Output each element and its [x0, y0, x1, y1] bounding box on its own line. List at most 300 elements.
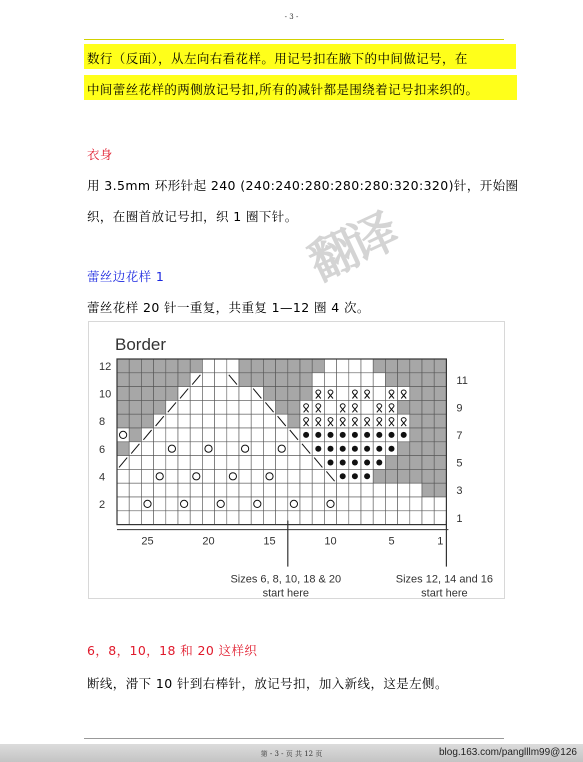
cell-bg — [239, 359, 251, 373]
chart-cell — [129, 483, 141, 497]
chart-cell — [178, 483, 190, 497]
cell-bg — [398, 400, 410, 414]
chart-cell — [178, 442, 190, 456]
cell-bg — [129, 456, 141, 470]
cell-bg — [422, 359, 434, 373]
cell-bg — [288, 483, 300, 497]
cell-bg — [410, 511, 422, 525]
cell-bg — [398, 359, 410, 373]
purl-dot-mark — [352, 460, 358, 466]
purl-dot-mark — [340, 473, 346, 479]
cell-bg — [190, 387, 202, 401]
purl-dot-mark — [340, 432, 346, 438]
purl-dot-mark — [376, 446, 382, 452]
cell-bg — [312, 469, 324, 483]
chart-cell — [312, 400, 324, 414]
chart-cell — [227, 511, 239, 525]
chart-cell — [385, 373, 397, 387]
chart-cell — [239, 456, 251, 470]
cell-bg — [178, 428, 190, 442]
chart-cell — [422, 414, 434, 428]
chart-cell — [398, 469, 410, 483]
cell-bg — [251, 497, 263, 511]
cell-bg — [202, 373, 214, 387]
cell-bg — [312, 414, 324, 428]
chart-cell — [398, 387, 410, 401]
chart-cell — [349, 387, 361, 401]
cell-bg — [190, 469, 202, 483]
chart-cell — [434, 359, 446, 373]
cell-bg — [215, 414, 227, 428]
chart-cell — [117, 456, 129, 470]
chart-cell — [166, 511, 178, 525]
cell-bg — [190, 400, 202, 414]
cell-bg — [300, 456, 312, 470]
cell-bg — [276, 497, 288, 511]
cell-bg — [227, 387, 239, 401]
chart-cell — [251, 387, 263, 401]
chart-cell — [190, 469, 202, 483]
chart-cell — [166, 414, 178, 428]
cell-bg — [410, 456, 422, 470]
cell-bg — [410, 373, 422, 387]
chart-cell — [215, 469, 227, 483]
chart-cell — [300, 442, 312, 456]
cell-bg — [361, 414, 373, 428]
chart-cell — [385, 483, 397, 497]
cell-bg — [263, 511, 275, 525]
section-heading-body: 衣身 — [87, 147, 113, 162]
cell-bg — [154, 497, 166, 511]
cell-bg — [227, 428, 239, 442]
chart-cell — [410, 511, 422, 525]
chart-cell — [227, 483, 239, 497]
chart-cell — [154, 387, 166, 401]
cell-bg — [251, 400, 263, 414]
cell-bg — [190, 456, 202, 470]
chart-cell — [215, 497, 227, 511]
cell-bg — [251, 456, 263, 470]
cell-bg — [154, 469, 166, 483]
cell-bg — [349, 359, 361, 373]
cell-bg — [276, 442, 288, 456]
chart-cell — [276, 442, 288, 456]
purl-dot-mark — [364, 432, 370, 438]
cell-bg — [227, 442, 239, 456]
chart-cell — [312, 387, 324, 401]
cell-bg — [263, 428, 275, 442]
cell-bg — [422, 400, 434, 414]
cell-bg — [227, 414, 239, 428]
cell-bg — [178, 456, 190, 470]
cell-bg — [141, 387, 153, 401]
chart-cell — [129, 373, 141, 387]
chart-cell — [239, 373, 251, 387]
chart-cell — [141, 414, 153, 428]
purl-dot-mark — [352, 432, 358, 438]
right-row-label: 9 — [456, 402, 463, 415]
purl-dot-mark — [401, 432, 407, 438]
chart-cell — [117, 414, 129, 428]
chart-cell — [373, 428, 385, 442]
chart-cell — [227, 497, 239, 511]
chart-cell — [385, 511, 397, 525]
cell-bg — [422, 511, 434, 525]
chart-cell — [373, 456, 385, 470]
chart-cell — [166, 387, 178, 401]
chart-cell — [129, 442, 141, 456]
cell-bg — [337, 387, 349, 401]
chart-cell — [349, 400, 361, 414]
chart-cell — [215, 359, 227, 373]
body-line-2: 织，在圈首放记号扣，织 1 圈下针。 — [87, 209, 298, 224]
chart-cell — [337, 387, 349, 401]
chart-cell — [410, 373, 422, 387]
body-line-1: 用 3.5mm 环形针起 240 (240:240:280:280:280:320:320)针，开始圈 — [87, 178, 519, 193]
right-row-label: 5 — [456, 457, 463, 470]
chart-cell — [215, 400, 227, 414]
cell-bg — [288, 511, 300, 525]
cell-bg — [312, 497, 324, 511]
chart-cell — [202, 428, 214, 442]
cell-bg — [202, 497, 214, 511]
cell-bg — [129, 469, 141, 483]
chart-cell — [141, 387, 153, 401]
chart-cell — [361, 442, 373, 456]
cell-bg — [251, 483, 263, 497]
chart-cell — [398, 511, 410, 525]
purl-dot-mark — [315, 446, 321, 452]
cell-bg — [141, 414, 153, 428]
chart-cell — [312, 483, 324, 497]
chart-cell — [324, 497, 336, 511]
cell-bg — [300, 387, 312, 401]
cell-bg — [410, 428, 422, 442]
chart-cell — [434, 442, 446, 456]
cell-bg — [166, 359, 178, 373]
footer-page-info: 第 - 3 - 页 共 12 页 — [260, 750, 323, 758]
cell-bg — [117, 469, 129, 483]
cell-bg — [276, 359, 288, 373]
cell-bg — [202, 456, 214, 470]
cell-bg — [251, 469, 263, 483]
cell-bg — [410, 400, 422, 414]
chart-cell — [422, 428, 434, 442]
chart-cell — [154, 456, 166, 470]
chart-cell — [166, 373, 178, 387]
cell-bg — [349, 511, 361, 525]
chart-cell — [337, 469, 349, 483]
cell-bg — [410, 483, 422, 497]
chart-cell — [312, 497, 324, 511]
cell-bg — [227, 497, 239, 511]
cell-bg — [398, 442, 410, 456]
cell-bg — [422, 442, 434, 456]
cell-bg — [288, 359, 300, 373]
cell-bg — [190, 497, 202, 511]
cell-bg — [300, 469, 312, 483]
cell-bg — [239, 456, 251, 470]
cell-bg — [422, 428, 434, 442]
chart-cell — [141, 497, 153, 511]
chart-cell — [154, 414, 166, 428]
chart-cell — [276, 428, 288, 442]
cell-bg — [251, 359, 263, 373]
right-row-label: 11 — [456, 374, 468, 387]
purl-dot-mark — [352, 473, 358, 479]
chart-cell — [324, 414, 336, 428]
chart-cell — [300, 387, 312, 401]
cell-bg — [227, 469, 239, 483]
cell-bg — [154, 373, 166, 387]
cell-bg — [398, 373, 410, 387]
left-row-label: 2 — [99, 499, 106, 512]
chart-cell — [154, 400, 166, 414]
cell-bg — [422, 373, 434, 387]
cell-bg — [434, 428, 446, 442]
purl-dot-mark — [389, 446, 395, 452]
cell-bg — [312, 387, 324, 401]
chart-cell — [300, 359, 312, 373]
chart-cell — [141, 373, 153, 387]
chart-cell — [373, 483, 385, 497]
cell-bg — [312, 483, 324, 497]
chart-cell — [117, 442, 129, 456]
chart-cell — [154, 497, 166, 511]
chart-cell — [324, 387, 336, 401]
cell-bg — [141, 511, 153, 525]
chart-cell — [117, 511, 129, 525]
chart-cell — [251, 359, 263, 373]
cell-bg — [398, 483, 410, 497]
cell-bg — [215, 387, 227, 401]
chart-cell — [434, 414, 446, 428]
cell-bg — [215, 456, 227, 470]
cell-bg — [141, 483, 153, 497]
cell-bg — [373, 414, 385, 428]
chart-cell — [385, 469, 397, 483]
chart-cell — [337, 456, 349, 470]
chart-cell — [263, 400, 275, 414]
cell-bg — [385, 373, 397, 387]
chart-cell — [361, 511, 373, 525]
chart-cell — [398, 414, 410, 428]
border-chart-svg — [89, 322, 504, 598]
chart-cell — [349, 359, 361, 373]
chart-cell — [288, 511, 300, 525]
chart-cell — [337, 442, 349, 456]
chart-cell — [178, 387, 190, 401]
cell-bg — [154, 428, 166, 442]
chart-cell — [190, 400, 202, 414]
chart-cell — [251, 497, 263, 511]
chart-cell — [398, 359, 410, 373]
chart-cell — [312, 511, 324, 525]
bottom-col-label: 15 — [263, 535, 276, 548]
chart-cell — [288, 400, 300, 414]
cell-bg — [385, 387, 397, 401]
chart-cell — [154, 359, 166, 373]
chart-cell — [178, 414, 190, 428]
cell-bg — [337, 511, 349, 525]
cell-bg — [251, 414, 263, 428]
cell-bg — [141, 373, 153, 387]
chart-cell — [337, 497, 349, 511]
chart-cell — [373, 359, 385, 373]
chart-cell — [190, 483, 202, 497]
chart-cell — [349, 469, 361, 483]
cell-bg — [276, 400, 288, 414]
cell-bg — [263, 442, 275, 456]
chart-cell — [190, 511, 202, 525]
chart-cell — [398, 428, 410, 442]
chart-cell — [422, 497, 434, 511]
cell-bg — [276, 428, 288, 442]
cell-bg — [215, 469, 227, 483]
cell-bg — [166, 387, 178, 401]
chart-cell — [434, 373, 446, 387]
cell-bg — [263, 469, 275, 483]
chart-cell — [410, 456, 422, 470]
chart-cell — [398, 456, 410, 470]
cell-bg — [288, 469, 300, 483]
cell-bg — [410, 414, 422, 428]
chart-cell — [276, 414, 288, 428]
chart-cell — [263, 456, 275, 470]
chart-cell — [117, 359, 129, 373]
chart-cell — [385, 428, 397, 442]
chart-cell — [337, 511, 349, 525]
cell-bg — [117, 442, 129, 456]
cell-bg — [324, 511, 336, 525]
chart-cell — [337, 359, 349, 373]
cell-bg — [434, 359, 446, 373]
cell-bg — [215, 511, 227, 525]
chart-cell — [227, 359, 239, 373]
chart-cell — [202, 414, 214, 428]
cell-bg — [276, 456, 288, 470]
chart-cell — [422, 456, 434, 470]
chart-cell — [288, 442, 300, 456]
cell-bg — [190, 428, 202, 442]
cell-bg — [349, 483, 361, 497]
cell-bg — [373, 483, 385, 497]
cell-bg — [178, 414, 190, 428]
purl-dot-mark — [389, 432, 395, 438]
cell-bg — [178, 511, 190, 525]
chart-cell — [263, 511, 275, 525]
cell-bg — [312, 359, 324, 373]
chart-cell — [190, 414, 202, 428]
chart-cell — [276, 456, 288, 470]
cell-bg — [373, 497, 385, 511]
cell-bg — [410, 497, 422, 511]
chart-cell — [202, 483, 214, 497]
chart-cell — [337, 414, 349, 428]
cell-bg — [337, 414, 349, 428]
chart-cells — [117, 359, 446, 525]
cell-bg — [154, 483, 166, 497]
chart-cell — [166, 428, 178, 442]
chart-cell — [129, 359, 141, 373]
page-number-top: - 3 - — [284, 13, 299, 21]
cell-bg — [166, 469, 178, 483]
cell-bg — [190, 442, 202, 456]
purl-dot-mark — [315, 432, 321, 438]
chart-cell — [215, 428, 227, 442]
chart-cell — [276, 400, 288, 414]
cell-bg — [410, 469, 422, 483]
cell-bg — [361, 511, 373, 525]
cell-bg — [166, 373, 178, 387]
chart-cell — [263, 359, 275, 373]
start-note-right-line-1: Sizes 12, 14 and 16 — [395, 573, 494, 586]
chart-cell — [349, 497, 361, 511]
cell-bg — [141, 469, 153, 483]
chart-cell — [239, 511, 251, 525]
chart-cell — [324, 483, 336, 497]
purl-dot-mark — [352, 446, 358, 452]
watermark-text: 翻译 — [300, 203, 404, 292]
chart-cell — [239, 469, 251, 483]
purl-dot-mark — [364, 446, 370, 452]
chart-cell — [239, 400, 251, 414]
chart-cell — [263, 442, 275, 456]
cell-bg — [434, 400, 446, 414]
cell-bg — [422, 497, 434, 511]
chart-cell — [141, 456, 153, 470]
start-note-right-line-2: start here — [421, 587, 468, 598]
cell-bg — [312, 373, 324, 387]
cell-bg — [398, 511, 410, 525]
cell-bg — [276, 469, 288, 483]
cell-bg — [117, 428, 129, 442]
chart-cell — [190, 497, 202, 511]
cell-bg — [398, 414, 410, 428]
chart-cell — [263, 483, 275, 497]
cell-bg — [129, 497, 141, 511]
cell-bg — [178, 359, 190, 373]
chart-cell — [337, 373, 349, 387]
cell-bg — [398, 456, 410, 470]
chart-cell — [373, 387, 385, 401]
cell-bg — [227, 359, 239, 373]
chart-cell — [178, 469, 190, 483]
cell-bg — [141, 497, 153, 511]
chart-cell — [300, 428, 312, 442]
purl-dot-mark — [303, 432, 309, 438]
left-row-label: 8 — [99, 416, 106, 429]
chart-cell — [129, 469, 141, 483]
cell-bg — [422, 414, 434, 428]
chart-cell — [178, 456, 190, 470]
cell-bg — [300, 497, 312, 511]
chart-cell — [178, 373, 190, 387]
bottom-col-label: 20 — [202, 535, 215, 548]
chart-cell — [434, 497, 446, 511]
chart-cell — [154, 511, 166, 525]
cell-bg — [190, 359, 202, 373]
chart-cell — [129, 387, 141, 401]
cell-bg — [178, 497, 190, 511]
cell-bg — [398, 497, 410, 511]
cell-bg — [239, 400, 251, 414]
cell-bg — [263, 414, 275, 428]
cell-bg — [117, 400, 129, 414]
chart-cell — [312, 373, 324, 387]
cell-bg — [239, 387, 251, 401]
cell-bg — [288, 400, 300, 414]
